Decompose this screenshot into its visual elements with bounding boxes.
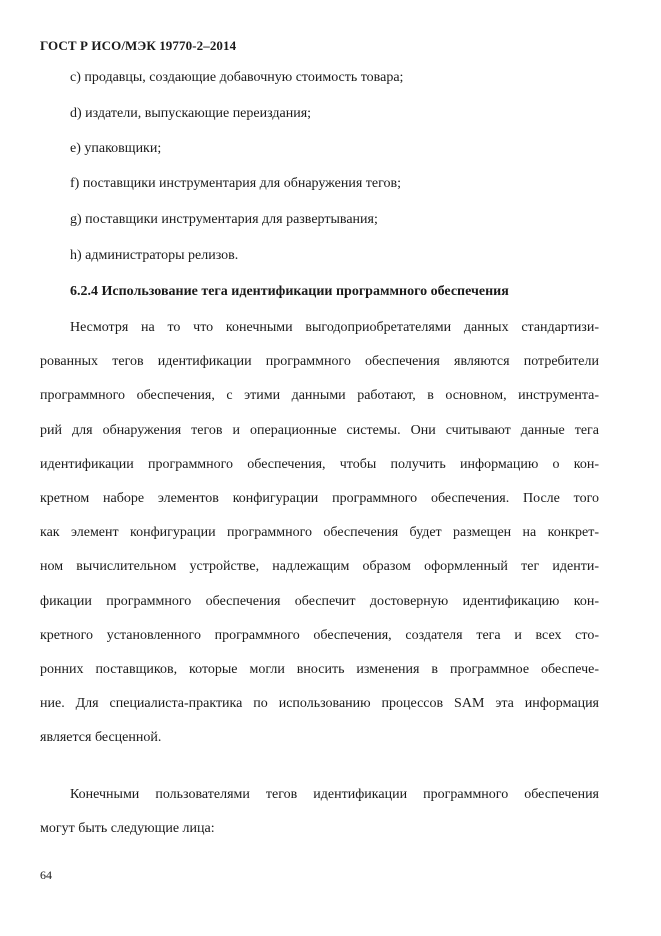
paragraph-line: кретном наборе элементов конфигурации программного обеспечения. После того — [40, 490, 599, 506]
list-item-d: d) издатели, выпускающие переиздания; — [70, 106, 312, 121]
paragraph-line: Конечными пользователями тегов идентификации программного обеспечения — [70, 787, 599, 802]
list-item-h: h) администраторы релизов. — [70, 248, 239, 263]
paragraph-line: является бесценной. — [40, 730, 162, 746]
paragraph-line: программного обеспечения, с этими данными работают, в основном, инструмента- — [40, 388, 599, 404]
paragraph-line: могут быть следующие лица: — [40, 821, 215, 837]
paragraph-line: ние. Для специалиста-практика по использованию процессов SAM эта информация — [40, 696, 599, 712]
paragraph-line: рий для обнаружения тегов и операционные системы. Они считывают данные тега — [40, 422, 599, 438]
paragraph-1 — [40, 311, 599, 755]
paragraph-line: кретного установленного программного обеспечения, создателя тега и всех сто- — [40, 627, 599, 643]
paragraph-line: как элемент конфигурации программного обеспечения будет размещен на конкрет- — [40, 525, 599, 541]
list-item-e: e) упаковщики; — [70, 141, 162, 156]
paragraph-line: фикации программного обеспечения обеспечит достоверную идентификацию кон- — [40, 593, 599, 609]
page-number: 64 — [40, 868, 52, 882]
list-item-g: g) поставщики инструментария для развертывания; — [70, 212, 378, 227]
paragraph-line: ном вычислительном устройстве, надлежащим образом оформленный тег иденти- — [40, 559, 599, 575]
paragraph-line: идентификации программного обеспечения, чтобы получить информацию о кон- — [40, 456, 599, 472]
paragraph-line: рованных тегов идентификации программного обеспечения являются потребители — [40, 354, 599, 370]
paragraph-line: ронних поставщиков, которые могли вносить изменения в программное обеспече- — [40, 661, 599, 677]
section-heading: 6.2.4 Использование тега идентификации программного обеспечения — [70, 284, 509, 299]
paragraph-line: Несмотря на то что конечными выгодоприобретателями данных стандартизи- — [70, 320, 599, 335]
document-header: ГОСТ Р ИСО/МЭК 19770-2–2014 — [40, 38, 237, 53]
list-item-c: c) продавцы, создающие добавочную стоимость товара; — [70, 70, 404, 85]
list-item-f: f) поставщики инструментария для обнаружения тегов; — [70, 176, 402, 191]
paragraph-2 — [40, 778, 599, 846]
